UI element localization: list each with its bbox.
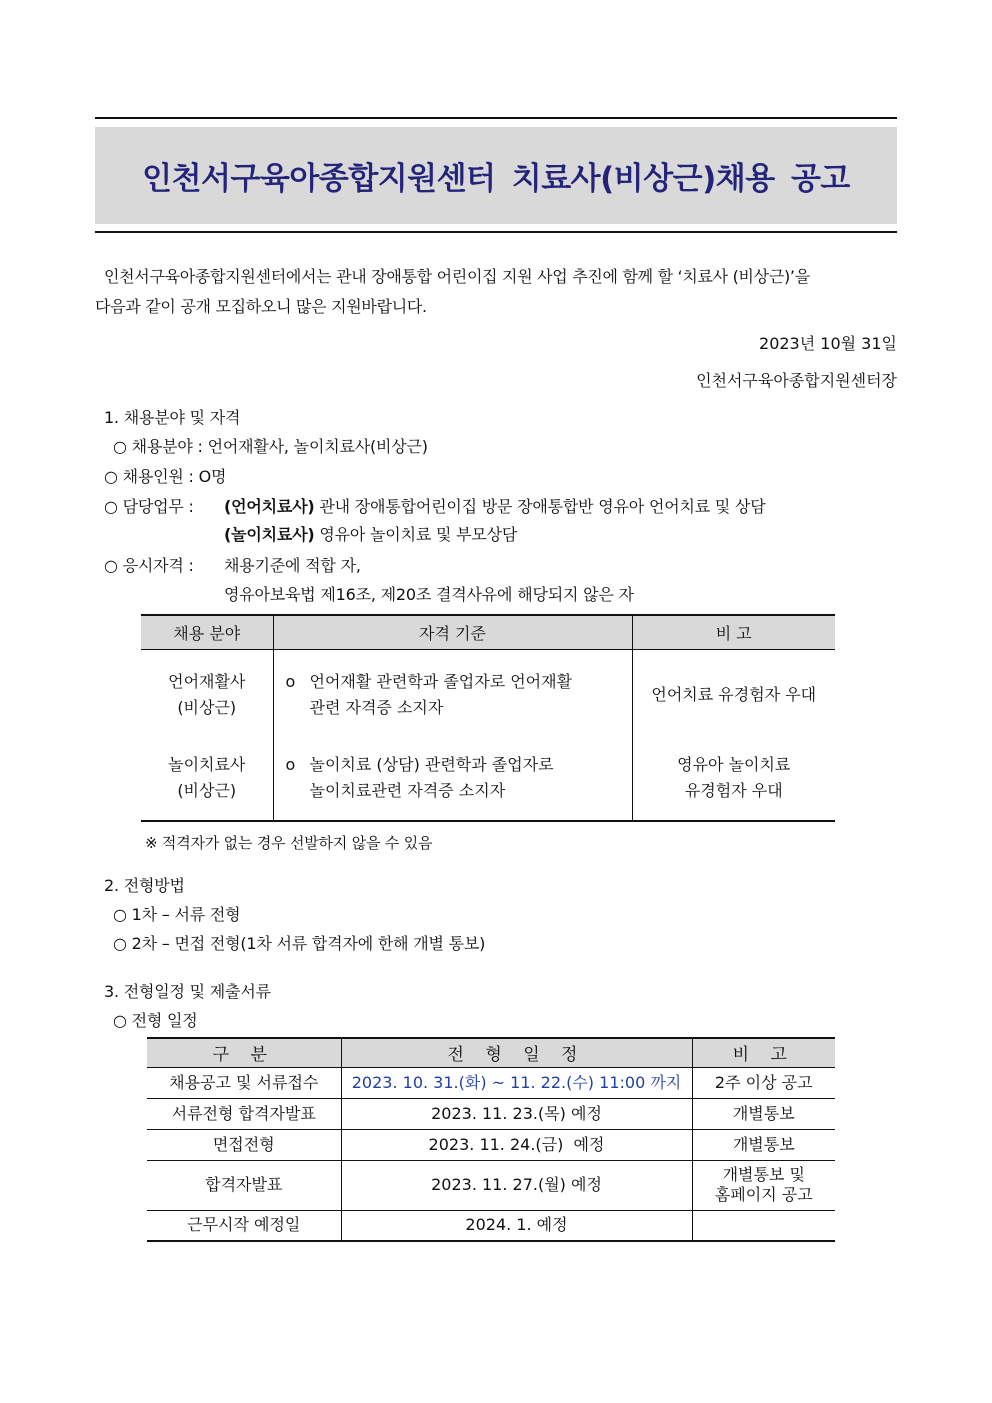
title-top-rule [95, 117, 897, 119]
note-cell: 2주 이상 공고 [692, 1067, 835, 1098]
note-cell [632, 735, 835, 821]
duty-line-1 [224, 494, 766, 517]
table-row [141, 649, 835, 735]
criteria-cell [273, 735, 632, 821]
note-cell: 개별통보 [692, 1098, 835, 1129]
schedule-cell: 2023. 11. 27.(월) 예정 [341, 1160, 692, 1210]
note-text: 영유아 놀이치료 [677, 754, 791, 774]
duty-label: ○ 담당업무 : [104, 497, 194, 516]
table-row [147, 1210, 835, 1241]
schedule-cell: 2023. 10. 31.(화) ~ 11. 22.(수) 11:00 까지 [341, 1067, 692, 1098]
header-criteria: 자격 기준 [273, 615, 632, 649]
issuer-name: 인천서구육아종합지원센터장 [696, 371, 897, 390]
section3-heading: 3. 전형일정 및 제출서류 [104, 982, 271, 1001]
page-title: 인천서구육아종합지원센터 치료사(비상근)채용 공고 [142, 161, 850, 197]
criteria-line-2 [286, 778, 632, 804]
bullet: o [285, 754, 296, 774]
qualification-table [141, 614, 835, 822]
note-text: 개별통보 및 [722, 1165, 805, 1184]
duty1-role: (언어치료사) [224, 497, 315, 516]
note-text: 유경험자 우대 [684, 780, 783, 800]
field-type: (비상근) [177, 780, 237, 800]
duty2-role: (놀이치료사) [224, 525, 315, 544]
intro-line-2: 다음과 같이 공개 모집하오니 많은 지원바랍니다. [95, 297, 427, 316]
field-cell [141, 735, 273, 821]
title-bottom-rule [95, 231, 897, 233]
header-note: 비 고 [692, 1038, 835, 1067]
schedule-table [147, 1037, 835, 1242]
qualification-label: ○ 응시자격 : [104, 556, 194, 575]
qualification-line-1: 채용기준에 적합 자, [224, 556, 361, 575]
field-type: (비상근) [177, 698, 237, 718]
bullet: o [285, 672, 296, 692]
section1-heading: 1. 채용분야 및 자격 [104, 408, 241, 427]
schedule-cell: 2023. 11. 23.(목) 예정 [341, 1098, 692, 1129]
stage-cell: 채용공고 및 서류접수 [147, 1067, 341, 1098]
field-name: 언어재활사 [168, 672, 246, 692]
footnote: ※ 적격자가 없는 경우 선발하지 않을 수 있음 [145, 834, 433, 852]
criteria-line-2 [286, 695, 632, 721]
duty1-desc: 관내 장애통합어린이집 방문 장애통합반 영유아 언어치료 및 상담 [314, 497, 766, 516]
field-cell [141, 649, 273, 735]
duty-line-2 [224, 522, 517, 545]
qualification-table-header [141, 615, 835, 649]
criteria-cell [273, 649, 632, 735]
count-line: ○ 채용인원 : O명 [104, 467, 227, 486]
section2-heading: 2. 전형방법 [104, 876, 185, 895]
field-line: ○ 채용분야 : 언어재활사, 놀이치료사(비상근) [113, 437, 428, 456]
table-row [147, 1129, 835, 1160]
announcement-date: 2023년 10월 31일 [759, 334, 897, 353]
table-row [147, 1067, 835, 1098]
schedule-cell: 2024. 1. 예정 [341, 1210, 692, 1241]
title-banner [95, 127, 897, 224]
selection-step-2: ○ 2차 – 면접 전형(1차 서류 합격자에 한해 개별 통보) [113, 934, 486, 953]
duty2-desc: 영유아 놀이치료 및 부모상담 [314, 525, 518, 544]
criteria-text: 놀이치료관련 자격증 소지자 [309, 780, 506, 800]
criteria-text: 놀이치료 (상담) 관련학과 졸업자로 [309, 754, 554, 774]
note-cell [692, 1160, 835, 1210]
schedule-table-header [147, 1038, 835, 1067]
note-text: 언어치료 유경험자 우대 [651, 685, 817, 705]
header-field: 채용 분야 [141, 615, 273, 649]
qualification-line-2: 영유아보육법 제16조, 제20조 결격사유에 해당되지 않은 자 [224, 585, 634, 604]
table-row [147, 1098, 835, 1129]
note-text: 홈페이지 공고 [714, 1185, 813, 1204]
note-cell: 개별통보 [692, 1129, 835, 1160]
table-row [141, 735, 835, 821]
header-schedule: 전 형 일 정 [341, 1038, 692, 1067]
stage-cell: 합격자발표 [147, 1160, 341, 1210]
note-cell [632, 649, 835, 735]
note-cell [692, 1210, 835, 1241]
header-note: 비 고 [632, 615, 835, 649]
stage-cell: 면접전형 [147, 1129, 341, 1160]
criteria-text: 관련 자격증 소지자 [309, 698, 444, 718]
criteria-line-1 [286, 669, 632, 695]
criteria-text: 언어재활 관련학과 졸업자로 언어재활 [309, 672, 573, 692]
selection-step-1: ○ 1차 – 서류 전형 [113, 905, 241, 924]
header-stage: 구 분 [147, 1038, 341, 1067]
table-row [147, 1160, 835, 1210]
field-name: 놀이치료사 [168, 754, 246, 774]
schedule-cell: 2023. 11. 24.(금) 예정 [341, 1129, 692, 1160]
stage-cell: 근무시작 예정일 [147, 1210, 341, 1241]
stage-cell: 서류전형 합격자발표 [147, 1098, 341, 1129]
schedule-subheading: ○ 전형 일정 [113, 1011, 198, 1030]
intro-line-1: 인천서구육아종합지원센터에서는 관내 장애통합 어린이집 지원 사업 추진에 함께 할 ‘치료사 (비상근)’을 [104, 267, 810, 286]
criteria-line-1 [286, 752, 632, 778]
intro-paragraph [95, 262, 897, 322]
